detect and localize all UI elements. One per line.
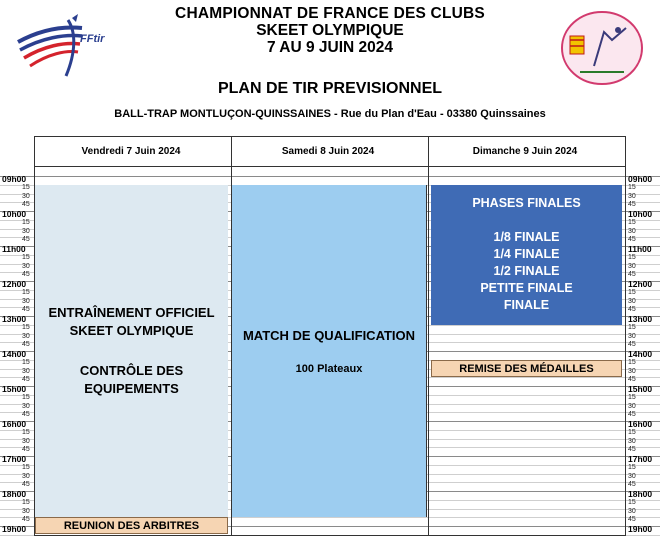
quarter-label-left: 45 [22, 271, 30, 279]
quarter-label-right: 15 [628, 428, 636, 436]
quarter-label-right: 15 [628, 358, 636, 366]
title-line-2: SKEET OLYMPIQUE [256, 22, 404, 39]
hour-label-right: 12h00 [628, 279, 653, 289]
quarter-label-right: 45 [628, 236, 636, 244]
quarter-label-right: 15 [628, 288, 636, 296]
quarter-label-right: 30 [628, 192, 636, 200]
quarter-label-right: 30 [628, 227, 636, 235]
hour-label-left: 13h00 [2, 314, 27, 324]
quarter-label-right: 45 [628, 341, 636, 349]
quarter-label-right: 45 [628, 481, 636, 489]
svg-text:FFtir: FFtir [80, 33, 105, 45]
quarter-label-left: 45 [22, 306, 30, 314]
hour-label-left: 14h00 [2, 349, 27, 359]
saturday-targets: 100 Plateaux [295, 363, 363, 375]
friday-check-line-1: CONTRÔLE DES [79, 363, 184, 378]
quarter-label-left: 30 [22, 472, 30, 480]
quarter-label-left: 30 [22, 332, 30, 340]
hour-label-right: 18h00 [628, 489, 653, 499]
hour-label-right: 16h00 [628, 419, 653, 429]
quarter-label-right: 45 [628, 516, 636, 524]
sunday-quarter-final: 1/4 FINALE [493, 247, 560, 261]
quarter-label-left: 15 [22, 183, 30, 191]
hour-label-left: 17h00 [2, 454, 27, 464]
quarter-label-right: 15 [628, 218, 636, 226]
quarter-label-right: 15 [628, 498, 636, 506]
quarter-label-right: 30 [628, 332, 636, 340]
hour-label-left: 15h00 [2, 384, 27, 394]
schedule-subtitle: PLAN DE TIR PREVISIONNEL [217, 80, 443, 97]
sunday-semi-final: 1/2 FINALE [493, 264, 560, 278]
hour-label-left: 10h00 [2, 209, 27, 219]
friday-referee-meeting: REUNION DES ARBITRES [35, 517, 228, 534]
venue-address: BALL-TRAP MONTLUÇON-QUINSSAINES - Rue du Plan d'Eau - 03380 Quinssaines [114, 108, 546, 120]
quarter-label-left: 45 [22, 201, 30, 209]
quarter-label-left: 30 [22, 262, 30, 270]
hour-label-right: 10h00 [628, 209, 653, 219]
quarter-label-left: 45 [22, 376, 30, 384]
quarter-label-left: 30 [22, 367, 30, 375]
quarter-label-right: 45 [628, 411, 636, 419]
quarter-label-left: 15 [22, 463, 30, 471]
hour-label-left: 18h00 [2, 489, 27, 499]
hour-label-right: 14h00 [628, 349, 653, 359]
quarter-label-left: 45 [22, 481, 30, 489]
friday-check-line-2: EQUIPEMENTS [84, 381, 179, 396]
quarter-label-right: 45 [628, 446, 636, 454]
hour-label-right: 11h00 [628, 244, 652, 254]
friday-training-line-2: SKEET OLYMPIQUE [69, 323, 194, 338]
quarter-label-left: 45 [22, 341, 30, 349]
quarter-label-left: 30 [22, 227, 30, 235]
quarter-label-left: 30 [22, 507, 30, 515]
title-line-1: CHAMPIONNAT DE FRANCE DES CLUBS [175, 5, 485, 22]
quarter-label-right: 45 [628, 306, 636, 314]
title-dates: 7 AU 9 JUIN 2024 [266, 39, 394, 56]
grid-bottom-border [34, 535, 626, 536]
quarter-label-right: 45 [628, 201, 636, 209]
quarter-label-left: 15 [22, 358, 30, 366]
column-separator [625, 136, 626, 536]
quarter-label-right: 15 [628, 463, 636, 471]
quarter-label-right: 45 [628, 271, 636, 279]
hour-label-left: 12h00 [2, 279, 27, 289]
quarter-label-left: 15 [22, 498, 30, 506]
hour-label-left: 16h00 [2, 419, 27, 429]
quarter-label-left: 15 [22, 323, 30, 331]
hour-label-right: 15h00 [628, 384, 653, 394]
saturday-qualification-title: MATCH DE QUALIFICATION [242, 328, 416, 343]
hour-label-right: 17h00 [628, 454, 653, 464]
friday-training-block [35, 185, 228, 517]
quarter-label-left: 15 [22, 288, 30, 296]
day-header-friday: Vendredi 7 Juin 2024 [81, 145, 181, 157]
header-bottom-border [34, 166, 626, 167]
saturday-qualification-block [231, 185, 427, 517]
sunday-round-of-16: 1/8 FINALE [493, 230, 560, 244]
quarter-label-left: 30 [22, 402, 30, 410]
quarter-label-right: 45 [628, 376, 636, 384]
hour-line [0, 176, 660, 177]
hour-label-left: 19h00 [2, 524, 27, 534]
quarter-label-right: 15 [628, 393, 636, 401]
quarter-label-right: 30 [628, 402, 636, 410]
quarter-label-right: 30 [628, 507, 636, 515]
hour-label-right: 19h00 [628, 524, 653, 534]
quarter-label-left: 15 [22, 393, 30, 401]
quarter-label-left: 15 [22, 428, 30, 436]
sunday-finals-title: PHASES FINALES [472, 196, 581, 210]
sunday-final: FINALE [503, 298, 550, 312]
quarter-label-right: 15 [628, 253, 636, 261]
quarter-label-right: 15 [628, 183, 636, 191]
hour-label-right: 09h00 [628, 174, 653, 184]
sunday-medal-ceremony: REMISE DES MÉDAILLES [431, 360, 622, 377]
quarter-label-right: 30 [628, 367, 636, 375]
quarter-label-left: 30 [22, 192, 30, 200]
quarter-label-right: 30 [628, 262, 636, 270]
friday-training-line-1: ENTRAÎNEMENT OFFICIEL [48, 305, 215, 320]
quarter-label-left: 45 [22, 236, 30, 244]
quarter-label-right: 15 [628, 323, 636, 331]
quarter-label-left: 15 [22, 218, 30, 226]
hour-label-left: 11h00 [2, 244, 26, 254]
quarter-label-left: 45 [22, 411, 30, 419]
hour-label-left: 09h00 [2, 174, 27, 184]
sunday-bronze-final: PETITE FINALE [480, 281, 573, 295]
day-header-sunday: Dimanche 9 Juin 2024 [472, 145, 578, 157]
day-header-saturday: Samedi 8 Juin 2024 [281, 145, 375, 157]
quarter-label-left: 45 [22, 446, 30, 454]
quarter-label-left: 30 [22, 297, 30, 305]
quarter-label-left: 30 [22, 437, 30, 445]
column-separator [428, 136, 429, 536]
quarter-label-left: 15 [22, 253, 30, 261]
sunday-finals-block [431, 185, 622, 325]
quarter-label-left: 45 [22, 516, 30, 524]
quarter-label-right: 30 [628, 437, 636, 445]
quarter-label-right: 30 [628, 297, 636, 305]
hour-label-right: 13h00 [628, 314, 653, 324]
quarter-label-right: 30 [628, 472, 636, 480]
